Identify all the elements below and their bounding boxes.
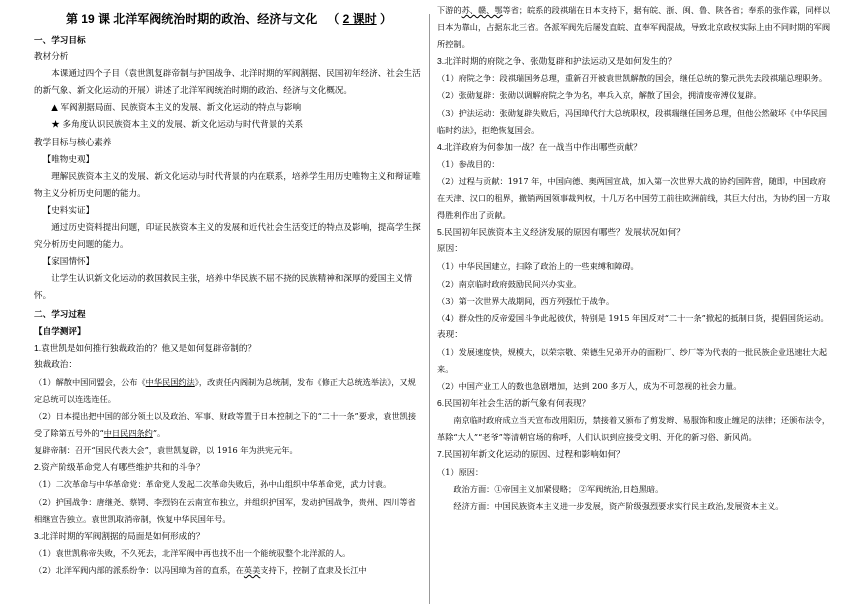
literacy-materialism-text: 理解民族资本主义的发展、新文化运动与时代背景的内在联系，培养学生用历史唯物主义和辩证唯物主义分析历史问题的能力。 xyxy=(34,171,421,199)
question-4: 4.北洋政府为何参加一战？在一战当中作出哪些贡献？ xyxy=(437,141,642,152)
q5-cause-2: （2）南京临时政府鼓励民间兴办实业。 xyxy=(437,278,582,289)
q5-cause-label: 原因： xyxy=(437,244,463,255)
lesson-title xyxy=(34,11,424,27)
r0-underlined: 苏、赣、鄂 xyxy=(461,5,503,15)
q7-cause-label: （1）原因： xyxy=(437,466,484,477)
q3-answer-2-continued xyxy=(437,2,832,53)
goals-label: 教学目标与核心素养 xyxy=(34,137,112,148)
q5-performance-1: （1）发展速度快，规模大，以荣宗敬、荣德生兄弟开办的面粉厂、纱厂等为代表的一批民族企业迅速壮大起来。 xyxy=(437,346,828,374)
q1-a1-pre: （1）解散中国同盟会，公布《 xyxy=(34,376,146,387)
q3b-answer-2: （2）张勋复辟：张勋以调解府院之争为名，率兵入京，解散了国会，拥清废帝溥仪复辟。 xyxy=(437,90,762,101)
question-1: 1.袁世凯是如何推行独裁政治的？他又是如何复辟帝制的？ xyxy=(34,342,257,353)
q1-a1-post: 》，改责任内阁制为总统制，发布《修正大总统选举法》，又规定总统可以连选连任。 xyxy=(34,376,416,404)
title-hours-value: 2 课时 xyxy=(342,12,377,26)
q1-answer-1 xyxy=(34,374,424,408)
q2-answer-1: （1）二次革命与中华革命党：革命党人发起二次革命失败后，孙中山组织中华革命党，武力讨袁。 xyxy=(34,479,392,490)
literacy-patriotism-text: 让学生认识新文化运动的救国救民主张，培养中华民族不屈不挠的民族精神和深厚的爱国主义情怀。 xyxy=(34,274,413,302)
q4-answer-2: （2）过程与贡献：1917 年，中国向德、奥两国宣战，加入第一次世界大战的协约国阵营，随即，中国政府在天津、汉口的租界，撤销两国领事裁判权，十几万名中国劳工前往欧洲前线，其巨大付出，为协约国一方取得胜利作出了贡献。 xyxy=(437,175,831,221)
title-hours-close: ） xyxy=(376,12,393,26)
literacy-evidence-label: 【史料实证】 xyxy=(42,205,95,216)
left-column xyxy=(34,0,424,608)
q3-answer-1: （1）袁世凯称帝失败，不久死去，北洋军阀中再也找不出一个能统驭整个北洋派的人。 xyxy=(34,547,351,558)
q1-a2-pre: （2）日本提出把中国的部分领土以及政治、军事、财政等置于日本控制之下的“二十一条”要求，袁世凯接受了除第五号外的“ xyxy=(34,411,417,439)
question-2: 2.资产阶级革命党人有哪些维护共和的斗争？ xyxy=(34,462,205,473)
q1-a2-underlined: 中日民四条约 xyxy=(103,428,153,439)
q5-cause-4: （4）群众性的反帝爱国斗争此起彼伏，特别是 1915 年国反对“二十一条”掀起的抵制日货，提倡国货运动。 xyxy=(437,312,829,323)
key-point: ▲ 军阀割据局面、民族资本主义的发展、新文化运动的特点与影响 xyxy=(51,103,302,114)
q1-a1-underlined: 中华民国约法 xyxy=(145,376,195,387)
q1-a2-post: ”。 xyxy=(152,428,166,439)
literacy-patriotism-label: 【家国情怀】 xyxy=(42,257,95,268)
title-hours-open: （ xyxy=(327,12,343,26)
q5-performance-label: 表现： xyxy=(437,329,463,340)
q4-answer-1: （1）参战目的： xyxy=(437,158,500,169)
q3b-answer-1: （1）府院之争：段祺瑞国务总理，重新召开被袁世凯解散的国会，继任总统的黎元洪先去段祺瑞总理职务。 xyxy=(437,73,828,84)
q3-a2-pre: （2）北洋军阀内部的派系纷争：以冯国璋为首的直系，在 xyxy=(34,564,244,575)
q5-cause-1: （1）中华民国建立，扫除了政治上的一些束缚和障碍。 xyxy=(437,261,639,272)
q5-performance-2: （2）中国产业工人的数也急剧增加，达到 200 多万人，成为不可忽视的社会力量。 xyxy=(437,381,742,392)
r0-pre: 下游的 xyxy=(437,5,462,15)
q3b-answer-3: （3）护法运动：张勋复辟失败后，冯国璋代行大总统职权，段祺瑞继任国务总理，但他公然破坏《中华民国临时约法》，拒绝恢复国会。 xyxy=(437,107,828,135)
right-column xyxy=(437,2,832,610)
question-3: 3.北洋时期的军阀割据的局面是如何形成的？ xyxy=(34,530,205,541)
q1-answer-restore: 复辟帝制：召开“国民代表大会”，袁世凯复辟，以 1916 年为洪宪元年。 xyxy=(34,445,298,456)
q7-economic: 经济方面：中国民族资本主义进一步发展，资产阶级强烈要求实行民主政治,发展资本主义。 xyxy=(453,500,784,511)
q1-sub-label: 独裁政治： xyxy=(34,359,77,370)
r0-post: 等省；皖系的段祺瑞在日本支持下，据有皖、浙、闽、鲁、陕各省；奉系的张作霖，同样以日本为靠山，占据东北三省。各派军阀先后屡发直皖、直奉军阀混战，导致北京政权实际上由不同时期的军阀所控制。 xyxy=(437,5,831,50)
literacy-materialism-label: 【唯物史观】 xyxy=(42,154,95,165)
question-7: 7.民国初年新文化运动的原因、过程和影响如何？ xyxy=(437,449,625,460)
question-3b: 3.北洋时期的府院之争、张勋复辟和护法运动又是如何发生的？ xyxy=(437,56,677,67)
q3-a2-underlined: 英美 xyxy=(243,564,261,575)
literacy-evidence-text: 通过历史资料提出问题，印证民族资本主义的发展和近代社会生活变迁的特点及影响，提高学生探究分析历史问题的能力。 xyxy=(34,223,421,251)
section-learning-process: 二、学习过程 xyxy=(34,308,86,319)
q6-answer: 南京临时政府成立当天宣布改用阳历，禁接着又颁布了剪发辫、易服饰和废止缠足的法律；还颁布法令， 革除“大人”“老爷”等清朝官场的称呼，人们认识到应接受文明、开化的新习俗、新风尚。 xyxy=(437,415,831,443)
q1-answer-2 xyxy=(34,408,424,442)
question-5: 5.民国初年民族资本主义经济发展的原因有哪些？发展状况如何？ xyxy=(437,227,685,238)
question-6: 6.民国初年社会生活的新气象有何表现？ xyxy=(437,398,591,409)
q2-answer-2: （2）护国战争：唐继尧、蔡锷、李烈钧在云南宣布独立，并组织护国军，发动护国战争，贵州、四川等省相继宣告独立。袁世凯取消帝制，恢复中华民国年号。 xyxy=(34,496,416,524)
difficult-point: ★ 多角度认识民族资本主义的发展、新文化运动与时代背景的关系 xyxy=(51,120,304,131)
title-main: 第 19 课 北洋军阀统治时期的政治、经济与文化 xyxy=(65,12,318,26)
q7-political: 政治方面：①帝国主义加紧侵略； ②军阀统治,日趋黑暗。 xyxy=(453,483,664,494)
q3-answer-2 xyxy=(34,562,424,579)
section-learning-goals: 一、学习目标 xyxy=(34,35,86,45)
q5-cause-3: （3）第一次世界大战期间，西方列强忙于战争。 xyxy=(437,295,615,306)
analysis-label: 教材分析 xyxy=(34,52,69,63)
q3-a2-post: 支持下，控制了直隶及长江中 xyxy=(260,564,367,575)
analysis-text: 本课通过四个子目（袁世凯复辟帝制与护国战争、北洋时期的军阀割据、民国初年经济、社会生活的新气象、新文化运动的开展）讲述了北洋军阀统治时期的政治、经济与文化概况。 xyxy=(34,69,421,97)
self-test-label: 【自学测评】 xyxy=(34,325,86,336)
column-divider xyxy=(429,14,430,604)
